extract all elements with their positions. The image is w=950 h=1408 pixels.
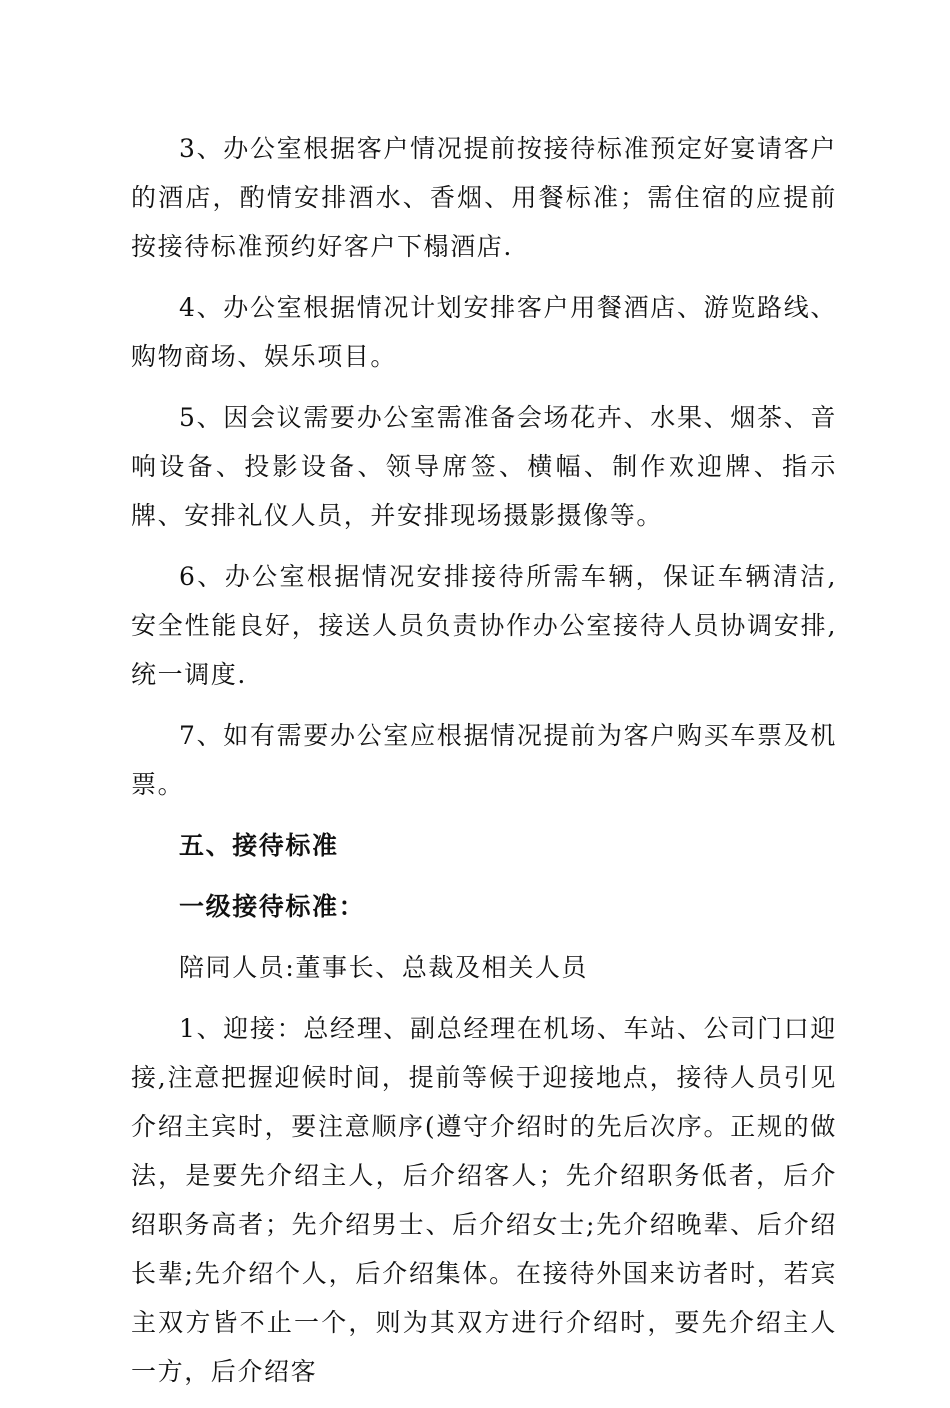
section-heading: 五、接待标准 (179, 831, 339, 860)
reception-paragraph: 1、迎接：总经理、副总经理在机场、车站、公司门口迎接,注意把握迎候时间，提前等候于迎接地点，接待人员引见介绍主宾时，要注意顺序(遵守介绍时的先后次序。正规的做法，是要先介绍主人，后介绍客人；先介绍职务低者，后介绍职务高者；先介绍男士、后介绍女士;先介绍晚辈、后介绍长辈;先介绍个人，后介绍集体。在接待外国来访者时，若宾主双方皆不止一个，则为其双方进行介绍时，要先介绍主人一方，后介绍客 (131, 1014, 837, 1386)
paragraph-item-4: 4、办公室根据情况计划安排客户用餐酒店、游览路线、购物商场、娱乐项目。 (131, 293, 837, 371)
accompany-personnel-line: 陪同人员:董事长、总裁及相关人员 (179, 953, 589, 982)
paragraph-item-7: 7、如有需要办公室应根据情况提前为客户购买车票及机票。 (131, 721, 837, 799)
subsection-heading: 一级接待标准： (179, 892, 366, 921)
document-body (131, 124, 837, 1408)
paragraph-item-3: 3、办公室根据客户情况提前按接待标准预定好宴请客户的酒店，酌情安排酒水、香烟、用餐标准；需住宿的应提前按接待标准预约好客户下榻酒店. (131, 134, 837, 261)
paragraph-item-6: 6、办公室根据情况安排接待所需车辆，保证车辆清洁,安全性能良好，接送人员负责协作办公室接待人员协调安排,统一调度. (131, 562, 837, 689)
paragraph-item-5: 5、因会议需要办公室需准备会场花卉、水果、烟茶、音响设备、投影设备、领导席签、横幅、制作欢迎牌、指示牌、安排礼仪人员，并安排现场摄影摄像等。 (131, 403, 837, 530)
